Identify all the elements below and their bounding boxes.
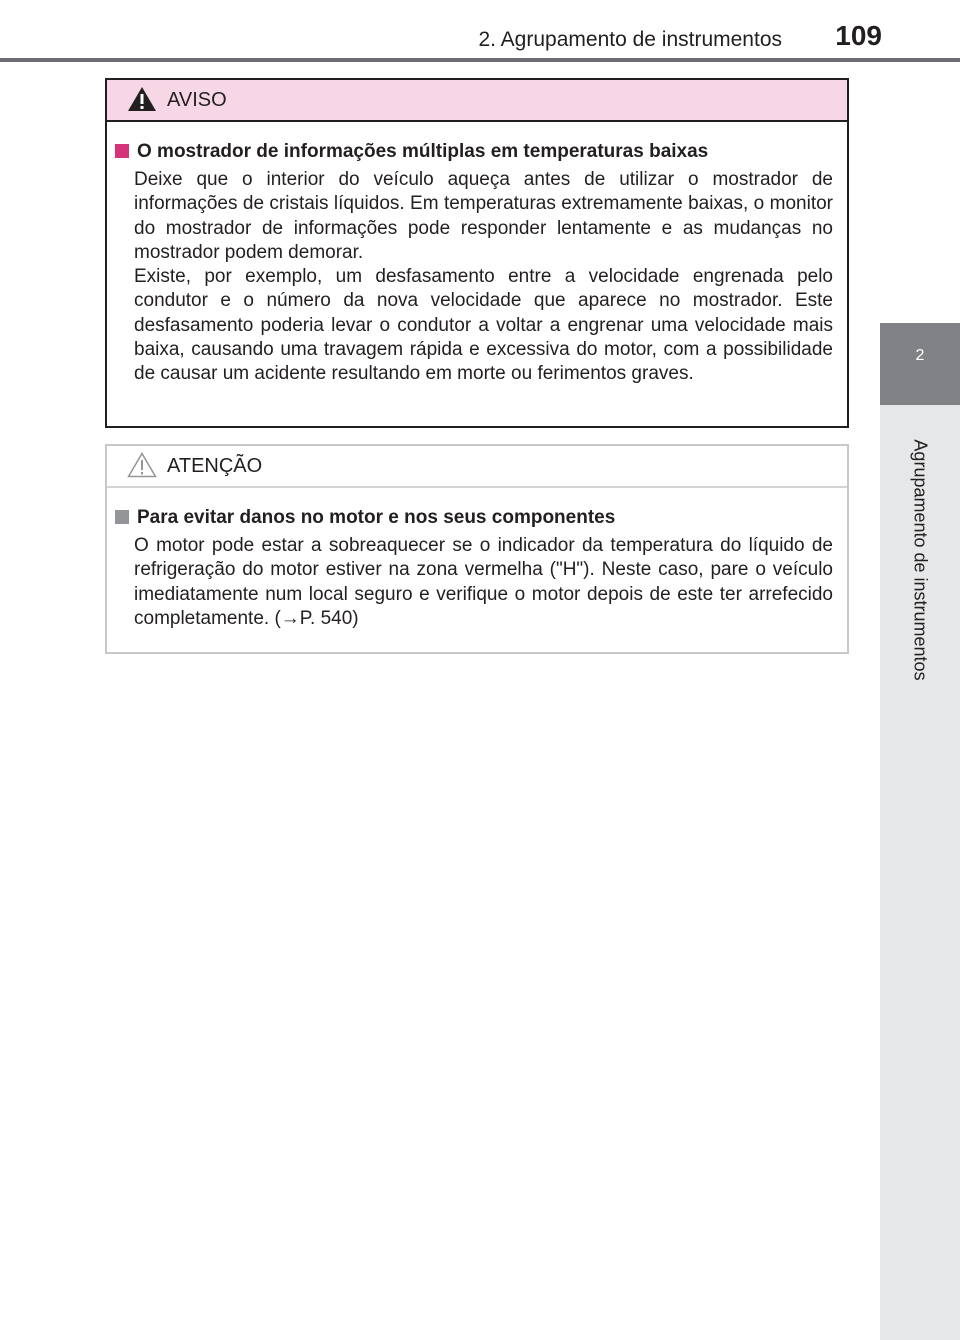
caution-body [107, 488, 847, 631]
square-bullet-icon [115, 510, 129, 524]
warning-subheading [115, 140, 833, 164]
warning-paragraph: Existe, por exemplo, um desfasamento entre a velocidade engrenada pelo condutor e o número da nova velocidade que aparece no mostrador. Este desfasamento poderia levar o condutor a voltar a engrenar uma velocidade mais baixa, causando uma travagem rápida e excessiva do motor, com a possibilidade de causar um acidente resultando em morte ou ferimentos graves. [134, 266, 833, 385]
chapter-tab-number: 2 [915, 347, 925, 364]
warning-box-header [107, 80, 847, 122]
warning-heading-text: O mostrador de informações múltiplas em temperaturas baixas [137, 141, 709, 162]
warning-paragraph: Deixe que o interior do veículo aqueça antes de utilizar o mostrador de informações de cristais líquidos. Em temperaturas extremamente baixas, o monitor do mostrador de informações pode responder lentamente e as mudanças no mostrador podem demorar. [134, 169, 833, 263]
caution-box [105, 444, 849, 654]
square-bullet-icon [115, 144, 129, 158]
warning-body [107, 122, 847, 387]
caution-triangle-icon [127, 452, 157, 478]
caution-paragraph: O motor pode estar a sobreaquecer se o indicador da temperatura do líquido de refrigeração do motor estiver na zona vermelha ("H"). Neste caso, pare o veículo imediatamente num local seguro e verifique o motor depois de este ter arrefecido completamente. (→P. 540) [134, 535, 833, 629]
chapter-tab-label: Agrupamento de instrumentos [910, 439, 931, 681]
chapter-tab[interactable] [880, 323, 960, 405]
caution-subheading [115, 506, 833, 530]
page-number: 109 [835, 20, 882, 51]
caution-heading-text: Para evitar danos no motor e nos seus componentes [137, 507, 616, 528]
header-divider [0, 58, 960, 62]
warning-triangle-icon [127, 86, 157, 112]
section-title: 2. Agrupamento de instrumentos [478, 28, 782, 51]
warning-box [105, 78, 849, 428]
page-header [0, 0, 960, 62]
caution-title: ATENÇÃO [167, 455, 263, 477]
warning-title: AVISO [167, 89, 227, 111]
caution-box-header [107, 446, 847, 488]
